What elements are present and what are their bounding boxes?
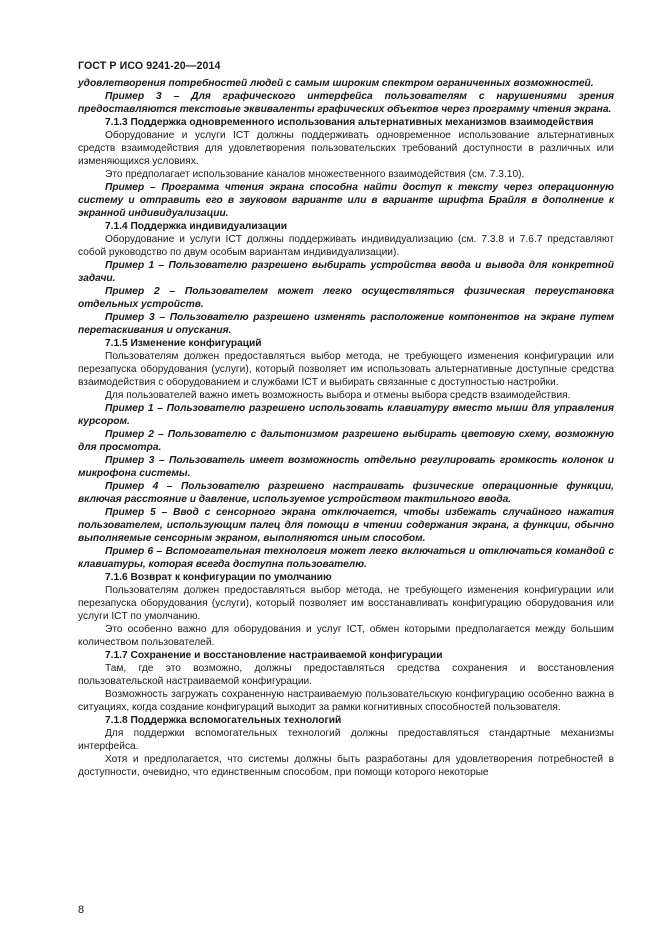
paragraph: Хотя и предполагается, что системы должны быть разработаны для удовлетворения потребностей в доступности, очевидно, что единственным способом, при помощи которого некоторые (78, 754, 614, 778)
section-heading: 7.1.5 Изменение конфигураций (105, 338, 262, 349)
paragraph: Это предполагает использование каналов множественного взаимодействия (см. 7.3.10). (105, 169, 525, 180)
paragraph: Оборудование и услуги ICT должны поддерживать одновременное использование альтернативных средств взаимодействия для удовлетворения пользовательских требований доступности в различных или изменяющихся условиях. (78, 130, 614, 167)
paragraph: Для пользователей важно иметь возможность выбора и отмены выбора средств взаимодействия. (105, 390, 571, 401)
document-body (78, 77, 614, 779)
section-heading: 7.1.7 Сохранение и восстановление настраиваемой конфигурации (105, 650, 443, 661)
example-paragraph: Пример 2 – Пользователю с дальтонизмом разрешено выбирать цветовую схему, возможную для просмотра. (78, 429, 614, 453)
example-paragraph: Пример 4 – Пользователю разрешено настраивать физические операционные функции, включая расстояние и давление, используемое устройством тактильного ввода. (78, 481, 614, 505)
section-heading: 7.1.6 Возврат к конфигурации по умолчанию (105, 572, 332, 583)
document-header: ГОСТ Р ИСО 9241-20—2014 (78, 60, 221, 72)
paragraph: Пользователям должен предоставляться выбор метода, не требующего изменения конфигурации или перезапуска оборудования (услуги), который позволяет им использовать альтернативные доступные средства взаимодействия с оборудованием и службами ICT и выбирать связанные с доступностью настройки. (78, 351, 614, 388)
example-paragraph: Пример 3 – Для графического интерфейса пользователям с нарушениями зрения предоставляются текстовые эквиваленты графических объектов через программу чтения экрана. (78, 91, 614, 115)
example-paragraph: Пример – Программа чтения экрана способна найти доступ к тексту через операционную систему и отправить его в звуковом варианте или в варианте шрифта Брайля в дополнение к экранной индивидуализации. (78, 182, 614, 219)
section-heading: 7.1.8 Поддержка вспомогательных технологий (105, 715, 342, 726)
example-paragraph: Пример 3 – Пользователю разрешено изменять расположение компонентов на экране путем перетаскивания и опускания. (78, 312, 614, 336)
example-paragraph: Пример 3 – Пользователь имеет возможность отдельно регулировать громкость колонок и микрофона системы. (78, 455, 614, 479)
section-heading: 7.1.3 Поддержка одновременного использования альтернативных механизмов взаимодействия (105, 117, 594, 128)
paragraph: Это особенно важно для оборудования и услуг ICT, обмен которыми предполагается между большим количеством пользователей. (78, 624, 614, 648)
paragraph: Пользователям должен предоставляться выбор метода, не требующего изменения конфигурации или перезапуска оборудования (услуги), который позволяет им восстанавливать конфигурацию оборудования или услуги ICT по умолчанию. (78, 585, 614, 622)
page-number: 8 (78, 904, 85, 916)
example-paragraph: Пример 5 – Ввод с сенсорного экрана отключается, чтобы избежать случайного нажатия пользователем, использующим палец для помощи в чтении содержания экрана, а функции, обычно выполняемые сенсорным экраном, выполняются иным способом. (78, 507, 614, 544)
example-paragraph: Пример 6 – Вспомогательная технология может легко включаться и отключаться командой с клавиатуры, которая всегда доступна пользователю. (78, 546, 614, 570)
example-paragraph: Пример 1 – Пользователю разрешено использовать клавиатуру вместо мыши для управления курсором. (78, 403, 614, 427)
example-paragraph: Пример 1 – Пользователю разрешено выбирать устройства ввода и вывода для конкретной задачи. (78, 260, 614, 284)
example-paragraph: удовлетворения потребностей людей с самым широким спектром ограниченных возможностей. (78, 78, 594, 89)
document-page (78, 60, 614, 779)
paragraph: Оборудование и услуги ICT должны поддерживать индивидуализацию (см. 7.3.8 и 7.6.7 представляют собой руководство по двум особым вариантам индивидуализации). (78, 234, 614, 258)
paragraph: Возможность загружать сохраненную настраиваемую пользовательскую конфигурацию особенно важна в ситуациях, когда создание конфигураций выходит за рамки когнитивных способностей пользователя. (78, 689, 614, 713)
paragraph: Для поддержки вспомогательных технологий должны предоставляться стандартные механизмы интерфейса. (78, 728, 614, 752)
example-paragraph: Пример 2 – Пользователем может легко осуществляться физическая переустановка отдельных устройств. (78, 286, 614, 310)
section-heading: 7.1.4 Поддержка индивидуализации (105, 221, 287, 232)
paragraph: Там, где это возможно, должны предоставляться средства сохранения и восстановления пользовательской настраиваемой конфигурации. (78, 663, 614, 687)
